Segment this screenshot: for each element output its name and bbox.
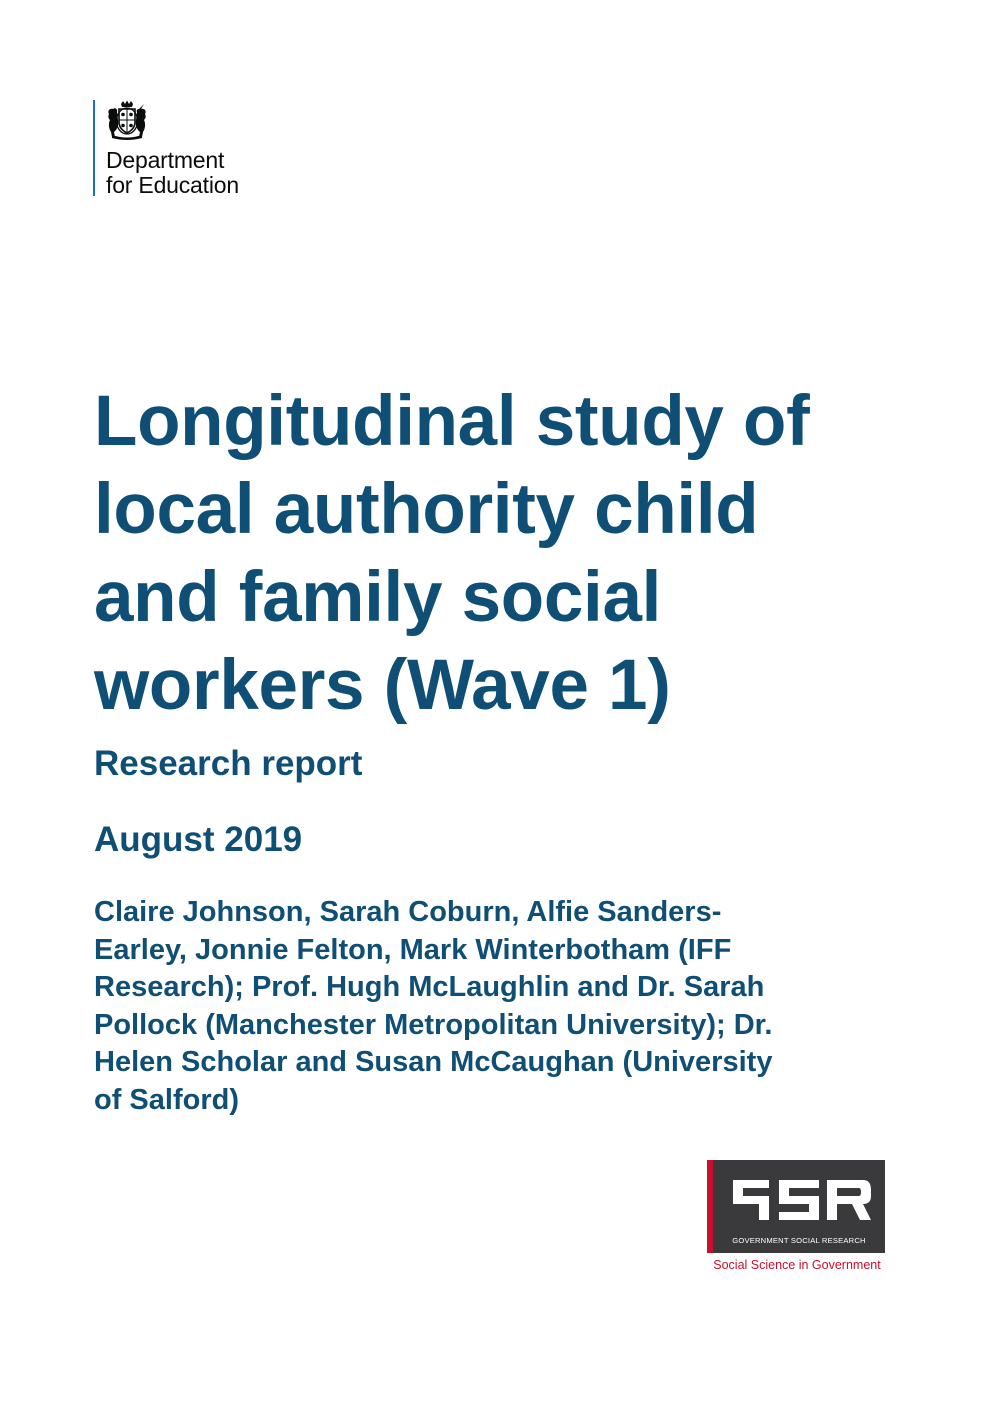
gsr-logo-box — [707, 1160, 885, 1253]
author-line: Earley, Jonnie Felton, Mark Winterbotham (IFF — [94, 933, 732, 966]
gsr-caption: GOVERNMENT SOCIAL RESEARCH — [732, 1236, 866, 1245]
gsr-wordmark-icon — [729, 1174, 873, 1226]
report-title-line: Longitudinal study of — [94, 382, 810, 461]
report-title-line: workers (Wave 1) — [94, 646, 671, 725]
dfe-logo — [93, 100, 293, 198]
report-title-line: local authority child — [94, 470, 759, 549]
author-line: Pollock (Manchester Metropolitan University); Dr. — [94, 1008, 773, 1041]
department-name — [106, 148, 239, 198]
report-type: Research report — [94, 744, 363, 783]
author-line: of Salford) — [94, 1083, 239, 1116]
gsr-logo — [707, 1160, 887, 1276]
department-name-line1: Department — [106, 147, 225, 173]
report-title-line: and family social — [94, 558, 662, 637]
department-name-line2: for Education — [106, 172, 239, 198]
author-line: Claire Johnson, Sarah Coburn, Alfie Sanders- — [94, 896, 722, 928]
author-line: Helen Scholar and Susan McCaughan (University — [94, 1046, 773, 1078]
report-title — [94, 378, 914, 730]
gsr-tagline: Social Science in Government — [713, 1258, 881, 1272]
publication-date: August 2019 — [94, 820, 303, 859]
royal-coat-of-arms-icon — [106, 100, 148, 140]
logo-divider-rule — [93, 100, 95, 196]
author-list — [94, 894, 924, 1119]
author-line: Research); Prof. Hugh McLaughlin and Dr. Sarah — [94, 971, 765, 1003]
